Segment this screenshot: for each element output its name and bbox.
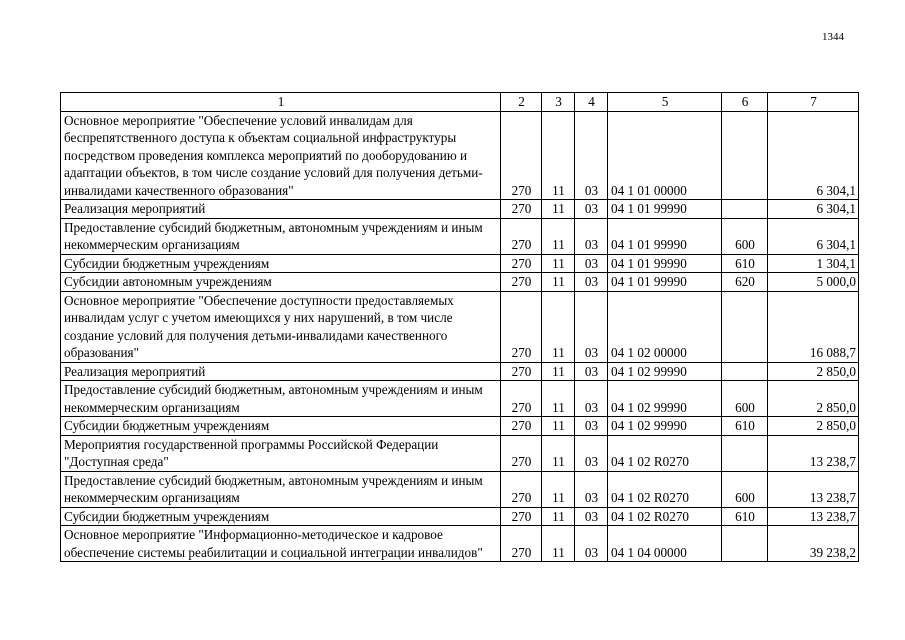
- row-col6-cell: 610: [722, 254, 768, 273]
- row-col2-cell: 270: [501, 111, 542, 200]
- row-col4-cell: 03: [575, 200, 608, 219]
- table-row: [61, 218, 859, 254]
- table-row: [61, 362, 859, 381]
- row-code-cell: 04 1 02 99990: [608, 362, 722, 381]
- table-body: [61, 111, 859, 562]
- row-col2-cell: 270: [501, 507, 542, 526]
- row-col6-cell: [722, 526, 768, 562]
- row-name-cell: Основное мероприятие "Информационно-методическое и кадровое обеспечение системы реабилитации и социальной интеграции инвалидов": [61, 526, 501, 562]
- row-col3-cell: 11: [542, 526, 575, 562]
- row-name-cell: Мероприятия государственной программы Российской Федерации "Доступная среда": [61, 435, 501, 471]
- row-col4-cell: 03: [575, 291, 608, 362]
- row-col4-cell: 03: [575, 435, 608, 471]
- row-col4-cell: 03: [575, 507, 608, 526]
- col-header-7: 7: [768, 93, 859, 112]
- row-code-cell: 04 1 01 00000: [608, 111, 722, 200]
- col-header-5: 5: [608, 93, 722, 112]
- row-col6-cell: 610: [722, 507, 768, 526]
- row-col2-cell: 270: [501, 362, 542, 381]
- table-row: [61, 273, 859, 292]
- row-name-cell: Субсидии бюджетным учреждениям: [61, 417, 501, 436]
- row-col6-cell: 610: [722, 417, 768, 436]
- row-amount-cell: 2 850,0: [768, 362, 859, 381]
- row-code-cell: 04 1 01 99990: [608, 273, 722, 292]
- row-amount-cell: 6 304,1: [768, 218, 859, 254]
- row-name-cell: Предоставление субсидий бюджетным, автономным учреждениям и иным некоммерческим организациям: [61, 218, 501, 254]
- table-row: [61, 526, 859, 562]
- row-name-cell: Субсидии автономным учреждениям: [61, 273, 501, 292]
- row-amount-cell: 1 304,1: [768, 254, 859, 273]
- row-col6-cell: [722, 435, 768, 471]
- row-amount-cell: 39 238,2: [768, 526, 859, 562]
- row-col2-cell: 270: [501, 291, 542, 362]
- row-col3-cell: 11: [542, 471, 575, 507]
- table-row: [61, 507, 859, 526]
- row-col3-cell: 11: [542, 507, 575, 526]
- col-header-6: 6: [722, 93, 768, 112]
- row-col2-cell: 270: [501, 381, 542, 417]
- row-code-cell: 04 1 01 99990: [608, 218, 722, 254]
- row-col4-cell: 03: [575, 218, 608, 254]
- table-row: [61, 254, 859, 273]
- row-amount-cell: 5 000,0: [768, 273, 859, 292]
- row-col3-cell: 11: [542, 435, 575, 471]
- row-col6-cell: [722, 362, 768, 381]
- row-code-cell: 04 1 02 R0270: [608, 471, 722, 507]
- row-name-cell: Реализация мероприятий: [61, 362, 501, 381]
- page-number: 1344: [822, 31, 844, 43]
- row-name-cell: Предоставление субсидий бюджетным, автономным учреждениям и иным некоммерческим организациям: [61, 471, 501, 507]
- row-col4-cell: 03: [575, 111, 608, 200]
- table-row: [61, 417, 859, 436]
- table-row: [61, 291, 859, 362]
- row-name-cell: Субсидии бюджетным учреждениям: [61, 254, 501, 273]
- row-col6-cell: [722, 200, 768, 219]
- row-col6-cell: 600: [722, 471, 768, 507]
- row-col6-cell: [722, 111, 768, 200]
- row-col4-cell: 03: [575, 471, 608, 507]
- row-col2-cell: 270: [501, 218, 542, 254]
- row-code-cell: 04 1 02 99990: [608, 417, 722, 436]
- col-header-2: 2: [501, 93, 542, 112]
- row-col4-cell: 03: [575, 526, 608, 562]
- row-col2-cell: 270: [501, 273, 542, 292]
- table-row: [61, 381, 859, 417]
- row-col2-cell: 270: [501, 254, 542, 273]
- row-code-cell: 04 1 02 99990: [608, 381, 722, 417]
- table-row: [61, 111, 859, 200]
- row-amount-cell: 6 304,1: [768, 200, 859, 219]
- row-col4-cell: 03: [575, 254, 608, 273]
- row-col4-cell: 03: [575, 273, 608, 292]
- row-col3-cell: 11: [542, 291, 575, 362]
- row-col2-cell: 270: [501, 526, 542, 562]
- row-code-cell: 04 1 01 99990: [608, 200, 722, 219]
- table-row: [61, 200, 859, 219]
- row-col2-cell: 270: [501, 471, 542, 507]
- col-header-3: 3: [542, 93, 575, 112]
- row-name-cell: Предоставление субсидий бюджетным, автономным учреждениям и иным некоммерческим организациям: [61, 381, 501, 417]
- row-col2-cell: 270: [501, 200, 542, 219]
- row-code-cell: 04 1 02 00000: [608, 291, 722, 362]
- table-row: [61, 471, 859, 507]
- row-col6-cell: [722, 291, 768, 362]
- row-amount-cell: 13 238,7: [768, 507, 859, 526]
- row-col2-cell: 270: [501, 417, 542, 436]
- row-col3-cell: 11: [542, 111, 575, 200]
- row-amount-cell: 13 238,7: [768, 435, 859, 471]
- row-col3-cell: 11: [542, 254, 575, 273]
- row-col6-cell: 600: [722, 218, 768, 254]
- row-col3-cell: 11: [542, 200, 575, 219]
- row-col3-cell: 11: [542, 362, 575, 381]
- row-col3-cell: 11: [542, 218, 575, 254]
- row-col4-cell: 03: [575, 417, 608, 436]
- row-code-cell: 04 1 01 99990: [608, 254, 722, 273]
- row-col4-cell: 03: [575, 381, 608, 417]
- row-code-cell: 04 1 02 R0270: [608, 435, 722, 471]
- row-col3-cell: 11: [542, 273, 575, 292]
- col-header-1: 1: [61, 93, 501, 112]
- row-amount-cell: 2 850,0: [768, 381, 859, 417]
- row-code-cell: 04 1 04 00000: [608, 526, 722, 562]
- row-amount-cell: 2 850,0: [768, 417, 859, 436]
- row-col6-cell: 620: [722, 273, 768, 292]
- row-amount-cell: 13 238,7: [768, 471, 859, 507]
- row-name-cell: Основное мероприятие "Обеспечение доступности предоставляемых инвалидам услуг с учетом имеющихся у них нарушений, в том числе создание условий для получения детьми-инвалидами качественного образования": [61, 291, 501, 362]
- row-col6-cell: 600: [722, 381, 768, 417]
- row-name-cell: Реализация мероприятий: [61, 200, 501, 219]
- row-name-cell: Субсидии бюджетным учреждениям: [61, 507, 501, 526]
- row-col2-cell: 270: [501, 435, 542, 471]
- row-amount-cell: 6 304,1: [768, 111, 859, 200]
- row-name-cell: Основное мероприятие "Обеспечение условий инвалидам для беспрепятственного доступа к объектам социальной инфраструктуры посредством проведения комплекса мероприятий по дооборудованию и адаптации объектов, в том числе создание условий для получения детьми-инвалидами качественного образования": [61, 111, 501, 200]
- row-col4-cell: 03: [575, 362, 608, 381]
- row-code-cell: 04 1 02 R0270: [608, 507, 722, 526]
- row-amount-cell: 16 088,7: [768, 291, 859, 362]
- header-row: [61, 93, 859, 112]
- col-header-4: 4: [575, 93, 608, 112]
- row-col3-cell: 11: [542, 417, 575, 436]
- budget-table: [60, 92, 859, 562]
- table-row: [61, 435, 859, 471]
- row-col3-cell: 11: [542, 381, 575, 417]
